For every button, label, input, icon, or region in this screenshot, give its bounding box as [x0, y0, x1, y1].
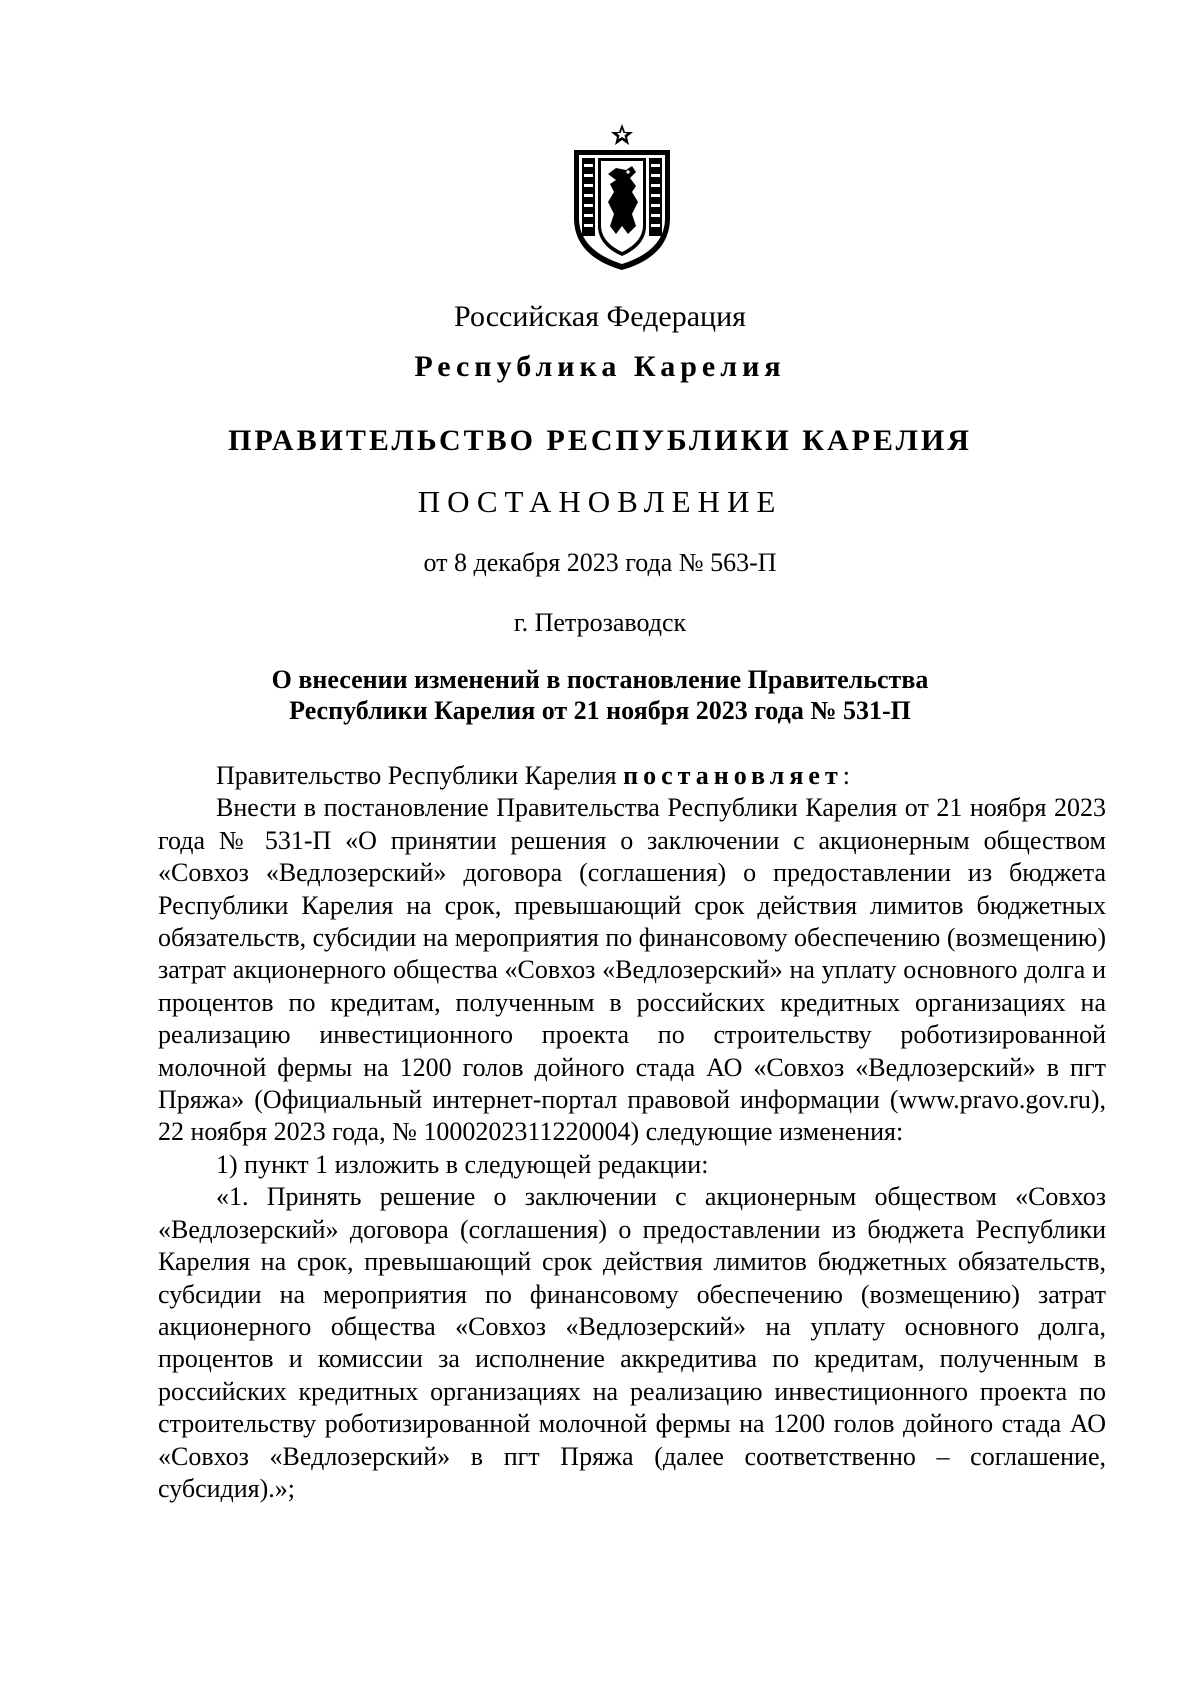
document-date-number: от 8 декабря 2023 года № 563-П	[423, 548, 777, 577]
document-body	[158, 760, 1106, 1505]
body-paragraph: Внести в постановление Правительства Республики Карелия от 21 ноября 2023 года № 531-П «О принятии решения о заключении с акционерным обществом «Совхоз «Ведлозерский» договора (соглашения) о предоставлении из бюджета Республики Карелия на срок, превышающий срок действия лимитов бюджетных обязательств, субсидии на мероприятия по финансовому обеспечению (возмещению) затрат акционерного общества «Совхоз «Ведлозерский» на уплату основного долга и процентов по кредитам, полученным в российских кредитных организациях на реализацию инвестиционного проекта по строительству роботизированной молочной фермы на 1200 голов дойного стада АО «Совхоз «Ведлозерский» в пгт Пряжа» (Официальный интернет-портал правовой информации (www.pravo.gov.ru), 22 ноября 2023 года, № 1000202311220004) следующие изменения:	[158, 793, 1106, 1147]
document-city: г. Петрозаводск	[513, 608, 687, 637]
intro-paragraph	[158, 760, 1106, 792]
body-paragraph: 1) пункт 1 изложить в следующей редакции:	[216, 1149, 709, 1179]
body-paragraph: «1. Принять решение о заключении с акционерным обществом «Совхоз «Ведлозерский» договора (соглашения) о предоставлении из бюджета Республики Карелия на срок, превышающий срок действия лимитов бюджетных обязательств, субсидии на мероприятия по финансовому обеспечению (возмещению) затрат акционерного общества «Совхоз «Ведлозерский» на уплату основного долга, процентов и комиссии за исполнение аккредитива по кредитам, полученным в российских кредитных организациях на реализацию инвестиционного проекта по строительству роботизированной молочной фермы на 1200 голов дойного стада АО «Совхоз «Ведлозерский» в пгт Пряжа (далее соответственно – соглашение, субсидия).»;	[158, 1182, 1106, 1503]
federation-name: Российская Федерация	[454, 300, 746, 333]
document-title	[0, 664, 1200, 726]
republic-name: Республика Карелия	[414, 350, 786, 383]
intro-prefix: Правительство Республики Карелия	[216, 761, 624, 790]
document-title-line: Республики Карелия от 21 ноября 2023 года № 531-П	[289, 696, 911, 725]
document-type: ПОСТАНОВЛЕНИЕ	[417, 484, 783, 519]
karelia-coat-of-arms-icon	[570, 122, 674, 272]
document-title-line: О внесении изменений в постановление Правительства	[271, 665, 929, 694]
intro-verb: постановляет	[623, 761, 843, 790]
intro-suffix: :	[842, 761, 850, 790]
government-name: ПРАВИТЕЛЬСТВО РЕСПУБЛИКИ КАРЕЛИЯ	[228, 424, 972, 457]
